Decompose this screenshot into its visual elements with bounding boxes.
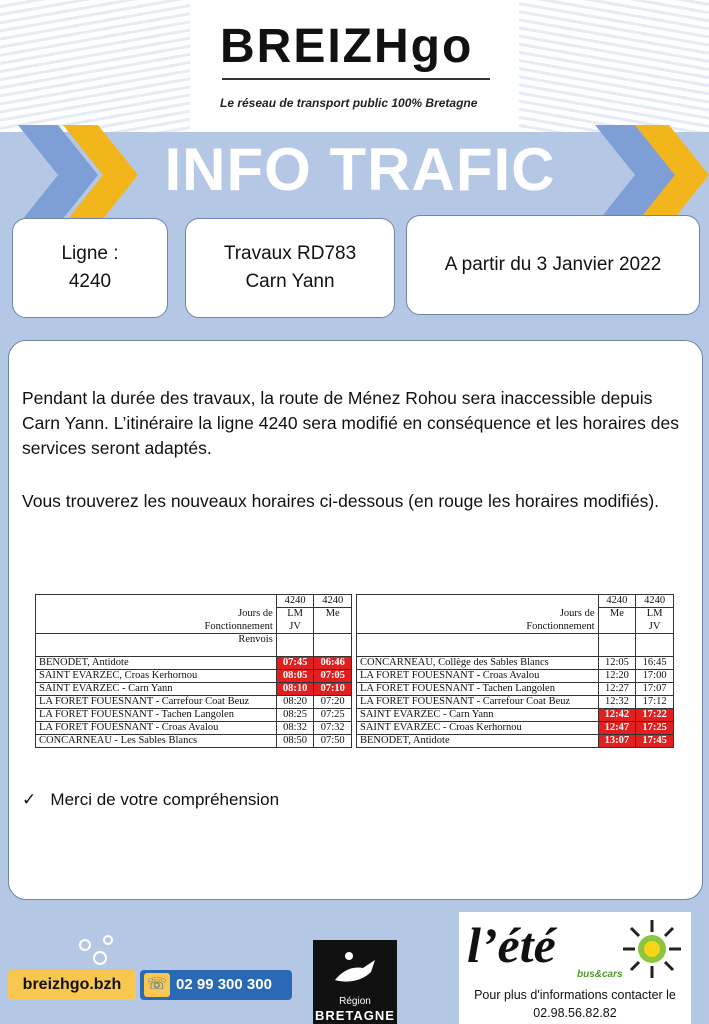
region-word1: Région	[339, 996, 371, 1007]
line-box	[12, 218, 168, 318]
departure-time: 08:10	[276, 683, 314, 696]
ete-logo-box	[459, 912, 691, 1024]
works-box	[185, 218, 395, 318]
days-cell: LM	[636, 608, 674, 621]
spacer	[636, 647, 674, 657]
line-label: 4240	[314, 595, 352, 608]
ete-sub: bus&cars	[577, 969, 623, 980]
thanks-text: Merci de votre compréhension	[50, 790, 280, 809]
empty-cell	[357, 634, 599, 647]
works-line2: Carn Yann	[245, 271, 335, 292]
timetable-row	[36, 670, 352, 683]
timetable-right	[356, 594, 674, 748]
days-cell: Me	[598, 608, 636, 621]
timetable-left	[35, 594, 352, 748]
spacer	[36, 647, 277, 657]
departure-time: 07:25	[314, 709, 352, 722]
departure-time: 07:45	[276, 657, 314, 670]
timetable-row	[357, 670, 674, 683]
stop-name: SAINT EVARZEC - Carn Yann	[36, 683, 277, 696]
timetable-row	[36, 735, 352, 748]
departure-time: 08:05	[276, 670, 314, 683]
header	[0, 0, 709, 132]
paragraph-schedule: Vous trouverez les nouveaux horaires ci-dessous (en rouge les horaires modifiés).	[22, 491, 660, 511]
timetable-row	[36, 657, 352, 670]
snowflake-icon	[70, 930, 130, 970]
stop-name: SAINT EVARZEC - Croas Kerhornou	[357, 722, 599, 735]
sun-icon	[619, 918, 685, 980]
departure-time: 07:32	[314, 722, 352, 735]
ete-contact-line2: 02.98.56.82.82	[533, 1006, 617, 1020]
stop-name: LA FORET FOUESNANT - Tachen Langolen	[357, 683, 599, 696]
ete-contact	[459, 986, 691, 1022]
empty-cell	[276, 634, 314, 647]
jours-label: Jours de	[357, 608, 599, 621]
decorative-stripes-right	[519, 0, 709, 132]
stop-name: LA FORET FOUESNANT - Croas Avalou	[357, 670, 599, 683]
departure-time: 17:22	[636, 709, 674, 722]
timetable-row	[357, 696, 674, 709]
timetable-row	[357, 722, 674, 735]
departure-time: 08:20	[276, 696, 314, 709]
fonctionnement-label: Fonctionnement	[357, 621, 599, 634]
empty-cell	[598, 634, 636, 647]
date-text: A partir du 3 Janvier 2022	[444, 254, 662, 275]
timetable-row	[357, 657, 674, 670]
fonctionnement-label: Fonctionnement	[36, 621, 277, 634]
decorative-stripes-left	[0, 0, 190, 132]
departure-time: 17:00	[636, 670, 674, 683]
departure-time: 12:47	[598, 722, 636, 735]
ete-brand: l’été	[467, 917, 556, 973]
departure-time: 07:50	[314, 735, 352, 748]
departure-time: 12:27	[598, 683, 636, 696]
jours-label: Jours de	[36, 608, 277, 621]
thanks-line	[22, 790, 279, 810]
timetable-row	[36, 722, 352, 735]
stop-name: SAINT EVARZEC, Croas Kerhornou	[36, 670, 277, 683]
empty-cell	[636, 634, 674, 647]
empty-cell	[314, 634, 352, 647]
timetable-row	[357, 735, 674, 748]
stop-name: LA FORET FOUESNANT - Carrefour Coat Beuz	[36, 696, 277, 709]
checkmark-icon: ✓	[22, 790, 51, 809]
departure-time: 07:05	[314, 670, 352, 683]
timetable-row	[36, 683, 352, 696]
departure-time: 07:20	[314, 696, 352, 709]
departure-time: 17:07	[636, 683, 674, 696]
timetable-row	[36, 709, 352, 722]
departure-time: 17:12	[636, 696, 674, 709]
region-bretagne-logo	[313, 940, 397, 1024]
departure-time: 12:20	[598, 670, 636, 683]
stop-name: CONCARNEAU - Les Sables Blancs	[36, 735, 277, 748]
phone-icon: ☏	[144, 973, 170, 997]
stop-name: LA FORET FOUESNANT - Tachen Langolen	[36, 709, 277, 722]
date-box	[406, 215, 700, 315]
website-link[interactable]: breizhgo.bzh	[8, 970, 136, 1000]
departure-time: 08:32	[276, 722, 314, 735]
stop-name: LA FORET FOUESNANT - Carrefour Coat Beuz	[357, 696, 599, 709]
departure-time: 12:05	[598, 657, 636, 670]
spacer	[314, 647, 352, 657]
departure-time: 12:32	[598, 696, 636, 709]
spacer	[598, 647, 636, 657]
timetable-row	[36, 696, 352, 709]
departure-time: 17:25	[636, 722, 674, 735]
departure-time: 06:46	[314, 657, 352, 670]
stop-name: SAINT EVARZEC - Carn Yann	[357, 709, 599, 722]
paragraph-intro: Pendant la durée des travaux, la route de Ménez Rohou sera inaccessible depuis Carn Yann. L’itinéraire la ligne 4240 sera modifié en conséquence et les horaires des services seront adaptés.	[22, 388, 679, 458]
logo-rule	[222, 78, 490, 80]
tagline: Le réseau de transport public 100% Bretagne	[220, 96, 478, 110]
phone-number[interactable]: 02 99 300 300	[140, 970, 292, 1000]
departure-time: 08:25	[276, 709, 314, 722]
renvois-label: Renvois	[36, 634, 277, 647]
line-label: 4240	[276, 595, 314, 608]
departure-time: 17:45	[636, 735, 674, 748]
departure-time: 07:10	[314, 683, 352, 696]
works-line1: Travaux RD783	[223, 243, 357, 264]
days-cell: JV	[276, 621, 314, 634]
days-cell: JV	[636, 621, 674, 634]
header-cell	[36, 595, 277, 608]
timetable-row	[357, 709, 674, 722]
chevron-right-icon	[595, 125, 709, 225]
line-label: Ligne :	[61, 243, 119, 264]
stop-name: BENODET, Antidote	[36, 657, 277, 670]
stop-name: LA FORET FOUESNANT - Croas Avalou	[36, 722, 277, 735]
stop-name: CONCARNEAU, Collège des Sables Blancs	[357, 657, 599, 670]
days-cell	[598, 621, 636, 634]
days-cell	[314, 621, 352, 634]
days-cell: Me	[314, 608, 352, 621]
ermine-icon	[329, 946, 381, 992]
header-cell	[357, 595, 599, 608]
line-label: 4240	[598, 595, 636, 608]
spacer	[276, 647, 314, 657]
departure-time: 13:07	[598, 735, 636, 748]
breizhgo-logo: BREIZHgo	[220, 20, 474, 73]
line-label: 4240	[636, 595, 674, 608]
departure-time: 08:50	[276, 735, 314, 748]
page-title: INFO TRAFIC	[164, 136, 556, 203]
spacer	[357, 647, 599, 657]
line-number: 4240	[68, 271, 112, 292]
timetable-row	[357, 683, 674, 696]
ete-contact-line1: Pour plus d'informations contacter le	[474, 988, 676, 1002]
departure-time: 16:45	[636, 657, 674, 670]
region-word2: BRETAGNE	[315, 1008, 395, 1023]
days-cell: LM	[276, 608, 314, 621]
stop-name: BENODET, Antidote	[357, 735, 599, 748]
departure-time: 12:42	[598, 709, 636, 722]
chevron-left-icon	[18, 125, 138, 225]
